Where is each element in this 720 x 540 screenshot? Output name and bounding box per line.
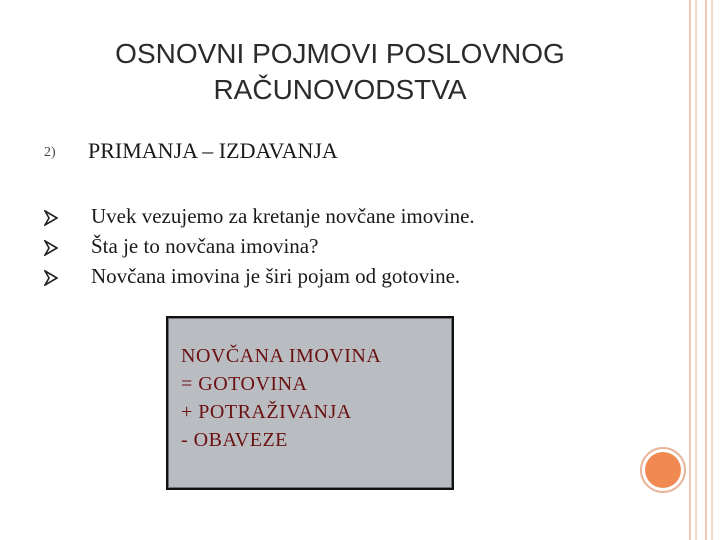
arrowhead-bullet-icon — [44, 210, 58, 226]
bullet-text: Uvek vezujemo za kretanje novčane imovine. — [91, 204, 475, 228]
slide-title — [60, 36, 620, 108]
title-line-1: OSNOVNI POJMOVI POSLOVNOG — [115, 38, 565, 69]
section-number: 2) — [44, 145, 56, 160]
orange-circle-outline — [641, 448, 685, 492]
bullet-text: Šta je to novčana imovina? — [91, 234, 319, 258]
orange-circle-icon — [645, 452, 681, 488]
bullet-text: Novčana imovina je širi pojam od gotovine. — [91, 264, 461, 288]
section-heading: PRIMANJA – IZDAVANJA — [88, 138, 338, 163]
formula-box — [166, 316, 454, 490]
title-line-2: RAČUNOVODSTVA — [213, 74, 467, 105]
formula-line: = GOTOVINA — [181, 373, 308, 395]
arrowhead-bullet-icon — [44, 240, 58, 256]
formula-line: + POTRAŽIVANJA — [181, 401, 352, 423]
formula-line: - OBAVEZE — [181, 429, 288, 451]
arrowhead-bullet-icon — [44, 270, 58, 286]
formula-line: NOVČANA IMOVINA — [181, 345, 382, 367]
